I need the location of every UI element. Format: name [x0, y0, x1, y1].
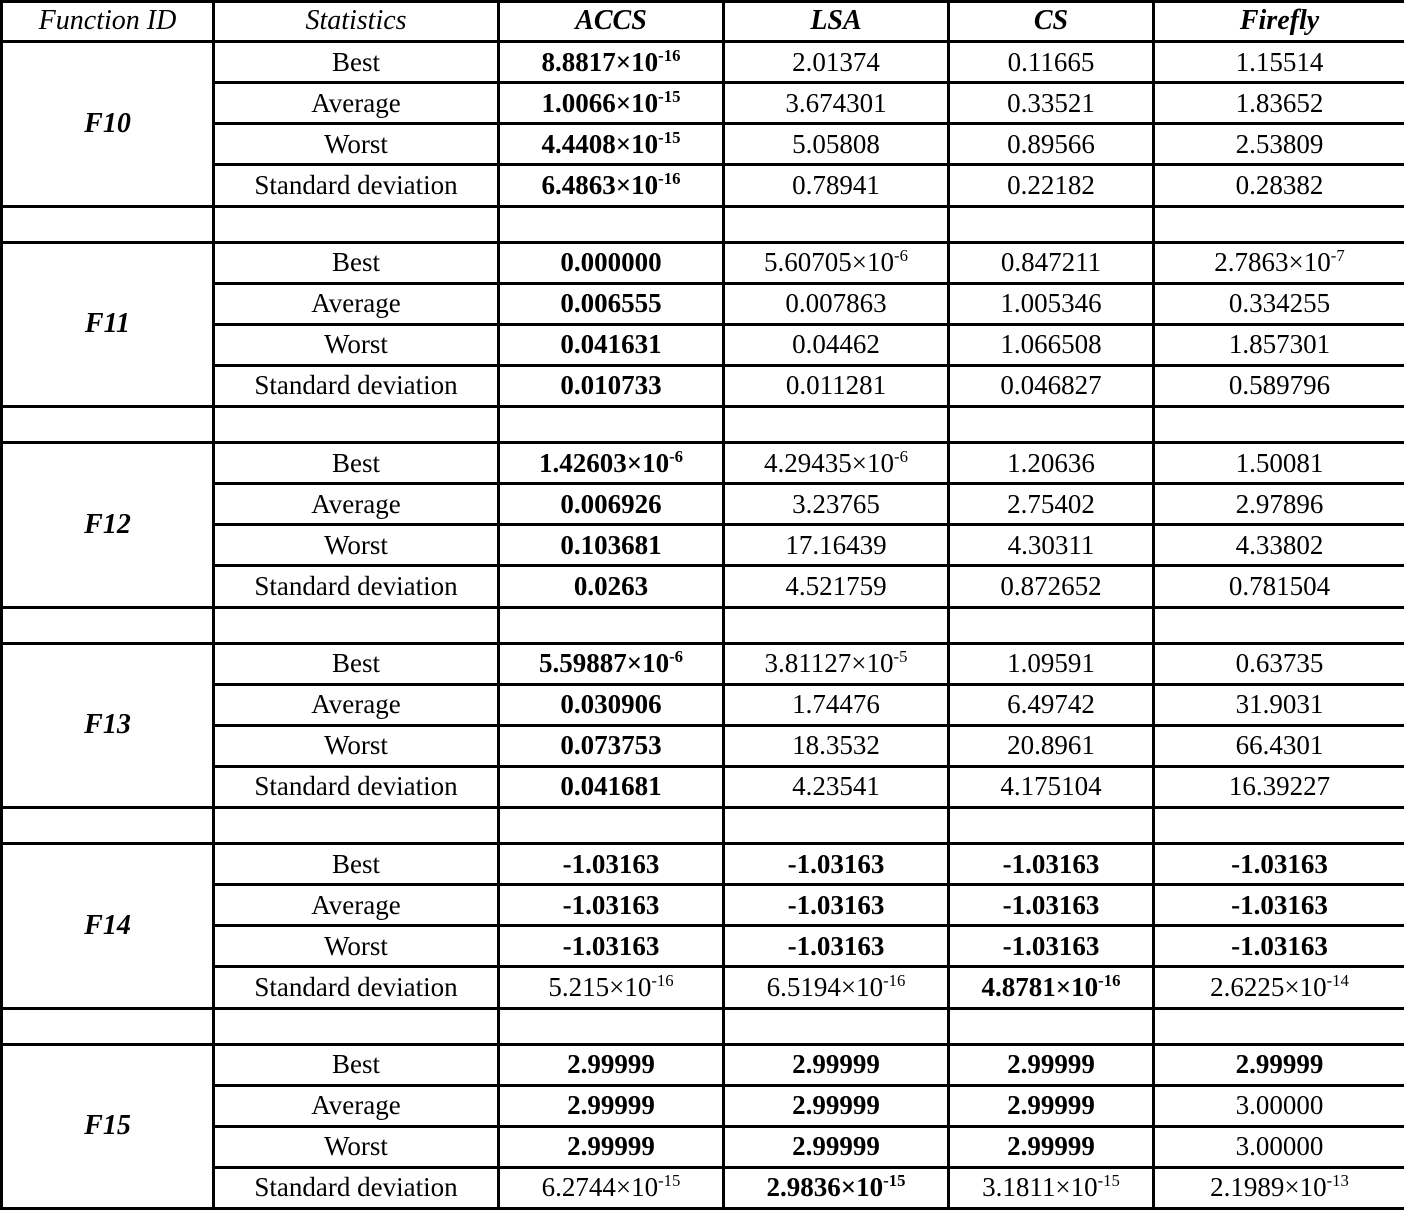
stat-label-cell: Average [214, 684, 499, 725]
table-row [2, 443, 1404, 484]
column-header-cs: CS [949, 2, 1154, 42]
spacer-cell [499, 808, 724, 844]
stat-label-cell: Average [214, 283, 499, 324]
stat-label-cell: Worst [214, 1126, 499, 1167]
value-cell-cs: 4.175104 [949, 766, 1154, 807]
spacer-cell [214, 206, 499, 242]
stat-label-cell: Best [214, 643, 499, 684]
value-cell-lsa: 3.23765 [724, 484, 949, 525]
value-cell-firefly: 0.781504 [1154, 566, 1404, 607]
value-cell-accs: -1.03163 [499, 844, 724, 885]
value-cell-cs: 6.49742 [949, 684, 1154, 725]
stat-label-cell: Worst [214, 725, 499, 766]
spacer-cell [2, 1008, 214, 1044]
value-cell-cs: 0.89566 [949, 124, 1154, 165]
value-cell-lsa: 0.04462 [724, 324, 949, 365]
spacer-cell [724, 1008, 949, 1044]
value-cell-firefly: 3.00000 [1154, 1126, 1404, 1167]
stat-label-cell: Standard deviation [214, 365, 499, 406]
value-cell-firefly: 0.589796 [1154, 365, 1404, 406]
column-header-function-id: Function ID [2, 2, 214, 42]
table-row [2, 844, 1404, 885]
value-cell-accs: -1.03163 [499, 885, 724, 926]
spacer-cell [949, 808, 1154, 844]
value-cell-firefly: -1.03163 [1154, 844, 1404, 885]
value-cell-lsa: 5.05808 [724, 124, 949, 165]
stat-label-cell: Standard deviation [214, 1167, 499, 1208]
function-id-cell-f13: F13 [2, 643, 214, 808]
value-cell-lsa: 2.99999 [724, 1044, 949, 1085]
value-cell-accs: $8.8817\times 10^{-16}$ [499, 42, 724, 83]
spacer-cell [724, 808, 949, 844]
spacer-row [2, 206, 1404, 242]
value-cell-firefly: $2.6225\times 10^{-14}$ [1154, 967, 1404, 1008]
value-cell-firefly: 2.53809 [1154, 124, 1404, 165]
spacer-cell [949, 206, 1154, 242]
value-cell-accs: -1.03163 [499, 926, 724, 967]
value-cell-firefly: 0.28382 [1154, 165, 1404, 206]
value-cell-lsa: 0.78941 [724, 165, 949, 206]
spacer-row [2, 808, 1404, 844]
column-header-firefly: Firefly [1154, 2, 1404, 42]
value-cell-cs: $3.1811\times 10^{-15}$ [949, 1167, 1154, 1208]
stat-label-cell: Average [214, 885, 499, 926]
value-cell-cs: 1.066508 [949, 324, 1154, 365]
column-header-lsa: LSA [724, 2, 949, 42]
value-cell-accs: 2.99999 [499, 1085, 724, 1126]
stat-label-cell: Average [214, 484, 499, 525]
stat-label-cell: Worst [214, 525, 499, 566]
spacer-cell [2, 407, 214, 443]
spacer-cell [2, 808, 214, 844]
spacer-row [2, 1008, 1404, 1044]
value-cell-accs: $1.42603\times 10^{-6}$ [499, 443, 724, 484]
value-cell-cs: 2.99999 [949, 1085, 1154, 1126]
spacer-row [2, 607, 1404, 643]
value-cell-lsa: -1.03163 [724, 885, 949, 926]
value-cell-cs: 2.99999 [949, 1044, 1154, 1085]
value-cell-lsa: 2.99999 [724, 1126, 949, 1167]
value-cell-cs: 0.872652 [949, 566, 1154, 607]
value-cell-accs: 0.030906 [499, 684, 724, 725]
value-cell-firefly: 66.4301 [1154, 725, 1404, 766]
table-row [2, 1044, 1404, 1085]
value-cell-accs: 0.0263 [499, 566, 724, 607]
stat-label-cell: Best [214, 443, 499, 484]
value-cell-firefly: 1.83652 [1154, 83, 1404, 124]
value-cell-firefly: -1.03163 [1154, 926, 1404, 967]
value-cell-accs: $4.4408\times 10^{-15}$ [499, 124, 724, 165]
value-cell-cs: $4.8781\times 10^{-16}$ [949, 967, 1154, 1008]
stat-label-cell: Best [214, 242, 499, 283]
value-cell-accs: 0.041681 [499, 766, 724, 807]
value-cell-accs: 0.000000 [499, 242, 724, 283]
value-cell-lsa: $3.81127\times 10^{-5}$ [724, 643, 949, 684]
spacer-cell [499, 1008, 724, 1044]
spacer-cell [724, 607, 949, 643]
stat-label-cell: Worst [214, 124, 499, 165]
value-cell-accs: $6.2744\times 10^{-15}$ [499, 1167, 724, 1208]
spacer-cell [949, 1008, 1154, 1044]
value-cell-cs: -1.03163 [949, 885, 1154, 926]
value-cell-lsa: $4.29435\times 10^{-6}$ [724, 443, 949, 484]
value-cell-accs: 0.073753 [499, 725, 724, 766]
value-cell-cs: -1.03163 [949, 926, 1154, 967]
spacer-cell [2, 607, 214, 643]
stat-label-cell: Best [214, 844, 499, 885]
stat-label-cell: Worst [214, 324, 499, 365]
value-cell-accs: 0.041631 [499, 324, 724, 365]
stat-label-cell: Standard deviation [214, 566, 499, 607]
value-cell-firefly: $2.1989\times 10^{-13}$ [1154, 1167, 1404, 1208]
value-cell-lsa: 0.011281 [724, 365, 949, 406]
value-cell-firefly: 1.857301 [1154, 324, 1404, 365]
value-cell-cs: 0.11665 [949, 42, 1154, 83]
value-cell-cs: 0.847211 [949, 242, 1154, 283]
spacer-row [2, 407, 1404, 443]
spacer-cell [724, 407, 949, 443]
value-cell-cs: 1.20636 [949, 443, 1154, 484]
value-cell-cs: 2.75402 [949, 484, 1154, 525]
function-id-cell-f12: F12 [2, 443, 214, 608]
table-row [2, 42, 1404, 83]
value-cell-cs: 0.22182 [949, 165, 1154, 206]
value-cell-lsa: 4.521759 [724, 566, 949, 607]
spacer-cell [724, 206, 949, 242]
column-header-statistics: Statistics [214, 2, 499, 42]
column-header-accs: ACCS [499, 2, 724, 42]
value-cell-lsa: $2.9836\times 10^{-15}$ [724, 1167, 949, 1208]
spacer-cell [499, 206, 724, 242]
value-cell-firefly: 3.00000 [1154, 1085, 1404, 1126]
value-cell-firefly: 2.99999 [1154, 1044, 1404, 1085]
spacer-cell [499, 407, 724, 443]
function-id-cell-f14: F14 [2, 844, 214, 1009]
spacer-cell [214, 1008, 499, 1044]
value-cell-cs: 0.33521 [949, 83, 1154, 124]
value-cell-cs: -1.03163 [949, 844, 1154, 885]
value-cell-firefly: 2.97896 [1154, 484, 1404, 525]
value-cell-accs: $1.0066\times 10^{-15}$ [499, 83, 724, 124]
spacer-cell [1154, 407, 1404, 443]
value-cell-firefly: 31.9031 [1154, 684, 1404, 725]
value-cell-accs: $5.59887\times 10^{-6}$ [499, 643, 724, 684]
stat-label-cell: Standard deviation [214, 165, 499, 206]
value-cell-accs: $6.4863\times 10^{-16}$ [499, 165, 724, 206]
value-cell-accs: $5.215\times 10^{-16}$ [499, 967, 724, 1008]
spacer-cell [214, 407, 499, 443]
table-row [2, 643, 1404, 684]
stat-label-cell: Average [214, 1085, 499, 1126]
value-cell-lsa: 3.674301 [724, 83, 949, 124]
value-cell-lsa: -1.03163 [724, 926, 949, 967]
spacer-cell [214, 607, 499, 643]
value-cell-lsa: $6.5194\times 10^{-16}$ [724, 967, 949, 1008]
stat-label-cell: Standard deviation [214, 766, 499, 807]
spacer-cell [2, 206, 214, 242]
stat-label-cell: Average [214, 83, 499, 124]
value-cell-cs: 4.30311 [949, 525, 1154, 566]
function-id-cell-f11: F11 [2, 242, 214, 407]
value-cell-lsa: 4.23541 [724, 766, 949, 807]
spacer-cell [214, 808, 499, 844]
value-cell-firefly: $2.7863\times 10^{-7}$ [1154, 242, 1404, 283]
value-cell-accs: 0.010733 [499, 365, 724, 406]
spacer-cell [949, 607, 1154, 643]
value-cell-firefly: 0.334255 [1154, 283, 1404, 324]
value-cell-accs: 0.103681 [499, 525, 724, 566]
table-row [2, 242, 1404, 283]
spacer-cell [1154, 1008, 1404, 1044]
value-cell-accs: 2.99999 [499, 1044, 724, 1085]
function-id-cell-f10: F10 [2, 42, 214, 207]
value-cell-lsa: 17.16439 [724, 525, 949, 566]
value-cell-cs: 1.09591 [949, 643, 1154, 684]
spacer-cell [1154, 607, 1404, 643]
value-cell-firefly: 16.39227 [1154, 766, 1404, 807]
value-cell-lsa: 2.99999 [724, 1085, 949, 1126]
value-cell-firefly: 1.15514 [1154, 42, 1404, 83]
spacer-cell [499, 607, 724, 643]
value-cell-lsa: 0.007863 [724, 283, 949, 324]
spacer-cell [1154, 206, 1404, 242]
value-cell-firefly: -1.03163 [1154, 885, 1404, 926]
value-cell-firefly: 4.33802 [1154, 525, 1404, 566]
value-cell-cs: 1.005346 [949, 283, 1154, 324]
value-cell-accs: 2.99999 [499, 1126, 724, 1167]
stat-label-cell: Best [214, 1044, 499, 1085]
value-cell-cs: 20.8961 [949, 725, 1154, 766]
header-row [2, 2, 1404, 42]
function-id-cell-f15: F15 [2, 1044, 214, 1209]
stat-label-cell: Best [214, 42, 499, 83]
value-cell-firefly: 0.63735 [1154, 643, 1404, 684]
value-cell-accs: 0.006926 [499, 484, 724, 525]
value-cell-accs: 0.006555 [499, 283, 724, 324]
stat-label-cell: Standard deviation [214, 967, 499, 1008]
value-cell-lsa: 18.3532 [724, 725, 949, 766]
value-cell-lsa: $5.60705\times 10^{-6}$ [724, 242, 949, 283]
value-cell-lsa: 1.74476 [724, 684, 949, 725]
value-cell-cs: 2.99999 [949, 1126, 1154, 1167]
value-cell-lsa: 2.01374 [724, 42, 949, 83]
value-cell-lsa: -1.03163 [724, 844, 949, 885]
stat-label-cell: Worst [214, 926, 499, 967]
value-cell-cs: 0.046827 [949, 365, 1154, 406]
spacer-cell [949, 407, 1154, 443]
value-cell-firefly: 1.50081 [1154, 443, 1404, 484]
spacer-cell [1154, 808, 1404, 844]
